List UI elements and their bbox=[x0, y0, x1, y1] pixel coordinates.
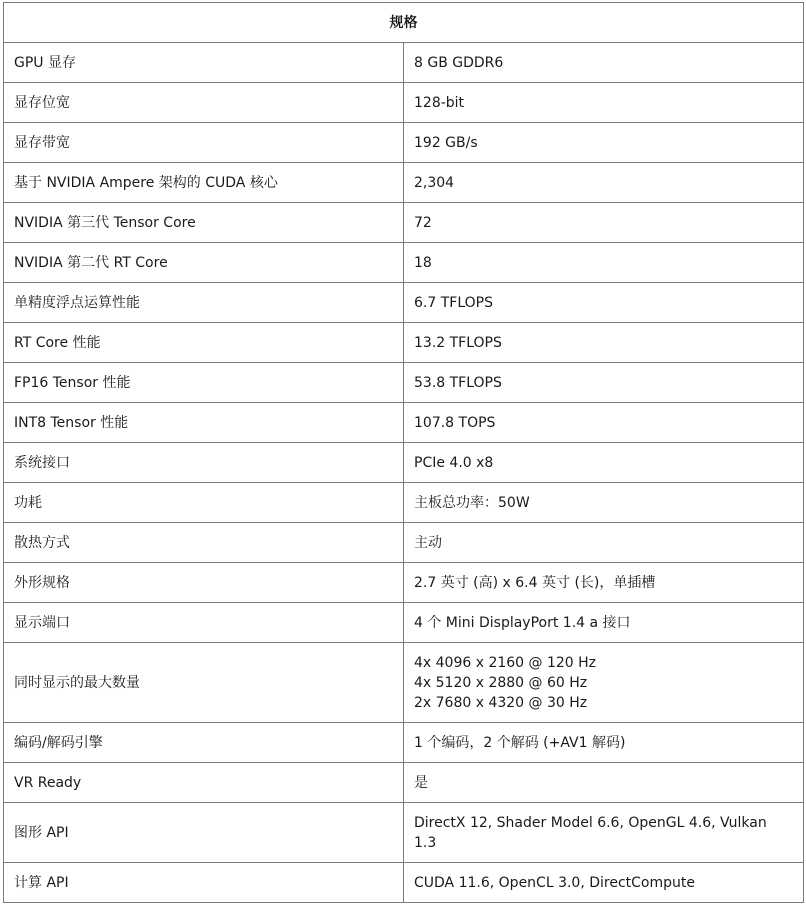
row-value: 128-bit bbox=[404, 83, 804, 123]
table-row bbox=[4, 283, 804, 323]
table-row bbox=[4, 363, 804, 403]
row-label: 编码/解码引擎 bbox=[4, 723, 404, 763]
row-label: 单精度浮点运算性能 bbox=[4, 283, 404, 323]
table-row bbox=[4, 483, 804, 523]
table-row bbox=[4, 83, 804, 123]
row-value: 6.7 TFLOPS bbox=[404, 283, 804, 323]
row-value bbox=[404, 803, 804, 863]
table-row bbox=[4, 523, 804, 563]
row-value: 53.8 TFLOPS bbox=[404, 363, 804, 403]
row-label: FP16 Tensor 性能 bbox=[4, 363, 404, 403]
table-row bbox=[4, 763, 804, 803]
row-label: 显存带宽 bbox=[4, 123, 404, 163]
row-label: 图形 API bbox=[4, 803, 404, 863]
table-row bbox=[4, 123, 804, 163]
table-row bbox=[4, 203, 804, 243]
row-label: 基于 NVIDIA Ampere 架构的 CUDA 核心 bbox=[4, 163, 404, 203]
table-row bbox=[4, 863, 804, 903]
row-label: VR Ready bbox=[4, 763, 404, 803]
spec-table bbox=[3, 2, 804, 903]
row-value: 1 个编码，2 个解码 (+AV1 解码) bbox=[404, 723, 804, 763]
table-row bbox=[4, 643, 804, 723]
row-value: 2.7 英寸 (高) x 6.4 英寸 (长)，单插槽 bbox=[404, 563, 804, 603]
row-label: 外形规格 bbox=[4, 563, 404, 603]
row-value: 4 个 Mini DisplayPort 1.4 a 接口 bbox=[404, 603, 804, 643]
row-label: 功耗 bbox=[4, 483, 404, 523]
table-row bbox=[4, 163, 804, 203]
row-label: 同时显示的最大数量 bbox=[4, 643, 404, 723]
row-label: NVIDIA 第二代 RT Core bbox=[4, 243, 404, 283]
row-value: 2,304 bbox=[404, 163, 804, 203]
row-value: 8 GB GDDR6 bbox=[404, 43, 804, 83]
table-row bbox=[4, 43, 804, 83]
row-label: RT Core 性能 bbox=[4, 323, 404, 363]
row-label: 显存位宽 bbox=[4, 83, 404, 123]
row-value: PCIe 4.0 x8 bbox=[404, 443, 804, 483]
table-header: 规格 bbox=[4, 3, 804, 43]
row-value: 107.8 TOPS bbox=[404, 403, 804, 443]
row-value: 192 GB/s bbox=[404, 123, 804, 163]
row-value-line: 4x 5120 x 2880 @ 60 Hz bbox=[414, 674, 588, 691]
table-row bbox=[4, 803, 804, 863]
row-label: INT8 Tensor 性能 bbox=[4, 403, 404, 443]
table-row bbox=[4, 443, 804, 483]
row-label: 计算 API bbox=[4, 863, 404, 903]
row-value: 主板总功率：50W bbox=[404, 483, 804, 523]
table-row bbox=[4, 323, 804, 363]
row-label: 显示端口 bbox=[4, 603, 404, 643]
row-value-line: 4x 4096 x 2160 @ 120 Hz bbox=[414, 654, 597, 671]
row-value: 18 bbox=[404, 243, 804, 283]
row-label: NVIDIA 第三代 Tensor Core bbox=[4, 203, 404, 243]
table-row bbox=[4, 723, 804, 763]
table-row bbox=[4, 563, 804, 603]
row-value bbox=[404, 643, 804, 723]
row-value-line: DirectX 12, Shader Model 6.6, OpenGL 4.6, Vulkan bbox=[414, 814, 767, 831]
table-row bbox=[4, 243, 804, 283]
row-label: 散热方式 bbox=[4, 523, 404, 563]
row-label: 系统接口 bbox=[4, 443, 404, 483]
row-value: CUDA 11.6, OpenCL 3.0, DirectCompute bbox=[404, 863, 804, 903]
table-row bbox=[4, 403, 804, 443]
row-value: 72 bbox=[404, 203, 804, 243]
row-value: 主动 bbox=[404, 523, 804, 563]
row-value-line: 1.3 bbox=[414, 834, 437, 851]
table-row bbox=[4, 603, 804, 643]
row-value: 是 bbox=[404, 763, 804, 803]
row-label: GPU 显存 bbox=[4, 43, 404, 83]
row-value: 13.2 TFLOPS bbox=[404, 323, 804, 363]
row-value-line: 2x 7680 x 4320 @ 30 Hz bbox=[414, 694, 588, 711]
